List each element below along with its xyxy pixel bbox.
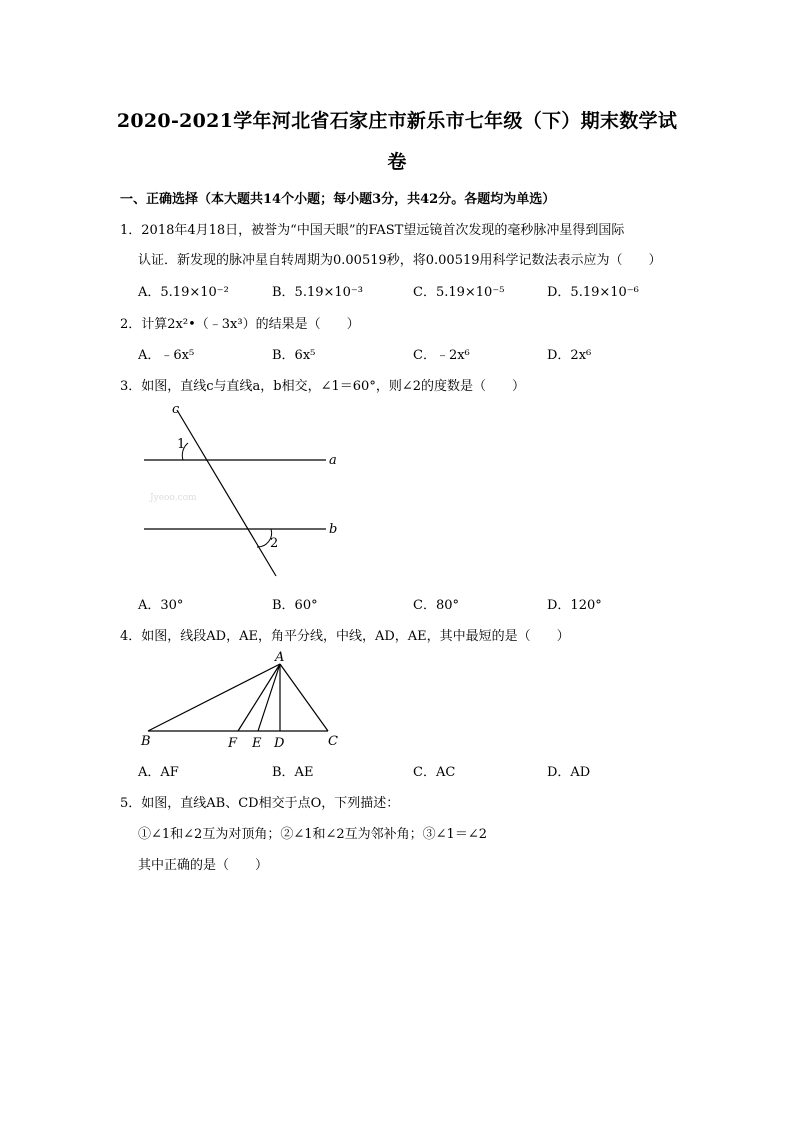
q3-option-c: C．80° [413,598,459,613]
q4-stem: 4．如图，线段AD，AE，角平分线，中线，AD，AE，其中最短的是（ ） [120,629,570,644]
watermark: Jyeoo.com [150,493,197,503]
q1-option-d: D．5.19×10⁻⁶ [547,285,639,300]
q5-ask: 其中正确的是（ ） [138,858,269,873]
q5-stem: 5．如图，直线AB、CD相交于点O，下列描述： [120,796,400,811]
q1-stem-line1: 1．2018年4月18日，被誉为“中国天眼”的FAST望远镜首次发现的毫秒脉冲星得到国际 [120,223,625,238]
q4-figure [135,648,350,752]
q1-option-a: A．5.19×10⁻² [138,285,229,300]
label-a: a [329,453,337,468]
q4-option-c: C．AC [413,765,456,780]
q3-option-d: D．120° [547,598,602,613]
page-title-continued: 卷 [387,151,407,173]
q5-statements: ①∠1和∠2互为对顶角；②∠1和∠2互为邻补角；③∠1＝∠2 [138,827,487,842]
segment-ab [148,664,280,731]
q2-stem: 2．计算2x²•（﹣3x³）的结果是（ ） [120,317,360,332]
q2-option-d: D．2x⁶ [547,348,592,363]
q4-option-d: D．AD [547,765,591,780]
section-heading: 一、正确选择（本大题共14个小题；每小题3分，共42分。各题均为单选） [120,192,556,207]
q3-option-a: A．30° [138,598,184,613]
q4-option-b: B．AE [272,765,314,780]
label-F: F [228,736,238,751]
label-D: D [274,736,285,751]
q2-option-c: C．﹣2x⁶ [413,348,470,363]
q1-option-c: C．5.19×10⁻⁵ [413,285,505,300]
page-title: 2020-2021学年河北省石家庄市新乐市七年级（下）期末数学试 [116,110,678,132]
label-A: A [275,650,285,665]
q3-stem: 3．如图，直线c与直线a，b相交，∠1＝60°，则∠2的度数是（ ） [120,379,525,394]
q2-option-a: A．﹣6x⁵ [138,348,195,363]
q4-option-a: A．AF [138,765,179,780]
label-c: c [172,402,180,417]
label-1: 1 [177,437,186,452]
q1-option-b: B．5.19×10⁻³ [272,285,364,300]
label-E: E [252,736,262,751]
q2-option-b: B．6x⁵ [272,348,316,363]
label-b: b [329,522,338,537]
label-2: 2 [270,536,279,551]
q1-stem-line2: 认证．新发现的脉冲星自转周期为0.00519秒，将0.00519用科学记数法表示应为（ ） [138,253,662,268]
q3-option-b: B．60° [272,598,318,613]
label-B: B [141,734,151,749]
q3-figure [130,398,360,582]
label-C: C [328,734,338,749]
segment-ac [280,664,328,731]
